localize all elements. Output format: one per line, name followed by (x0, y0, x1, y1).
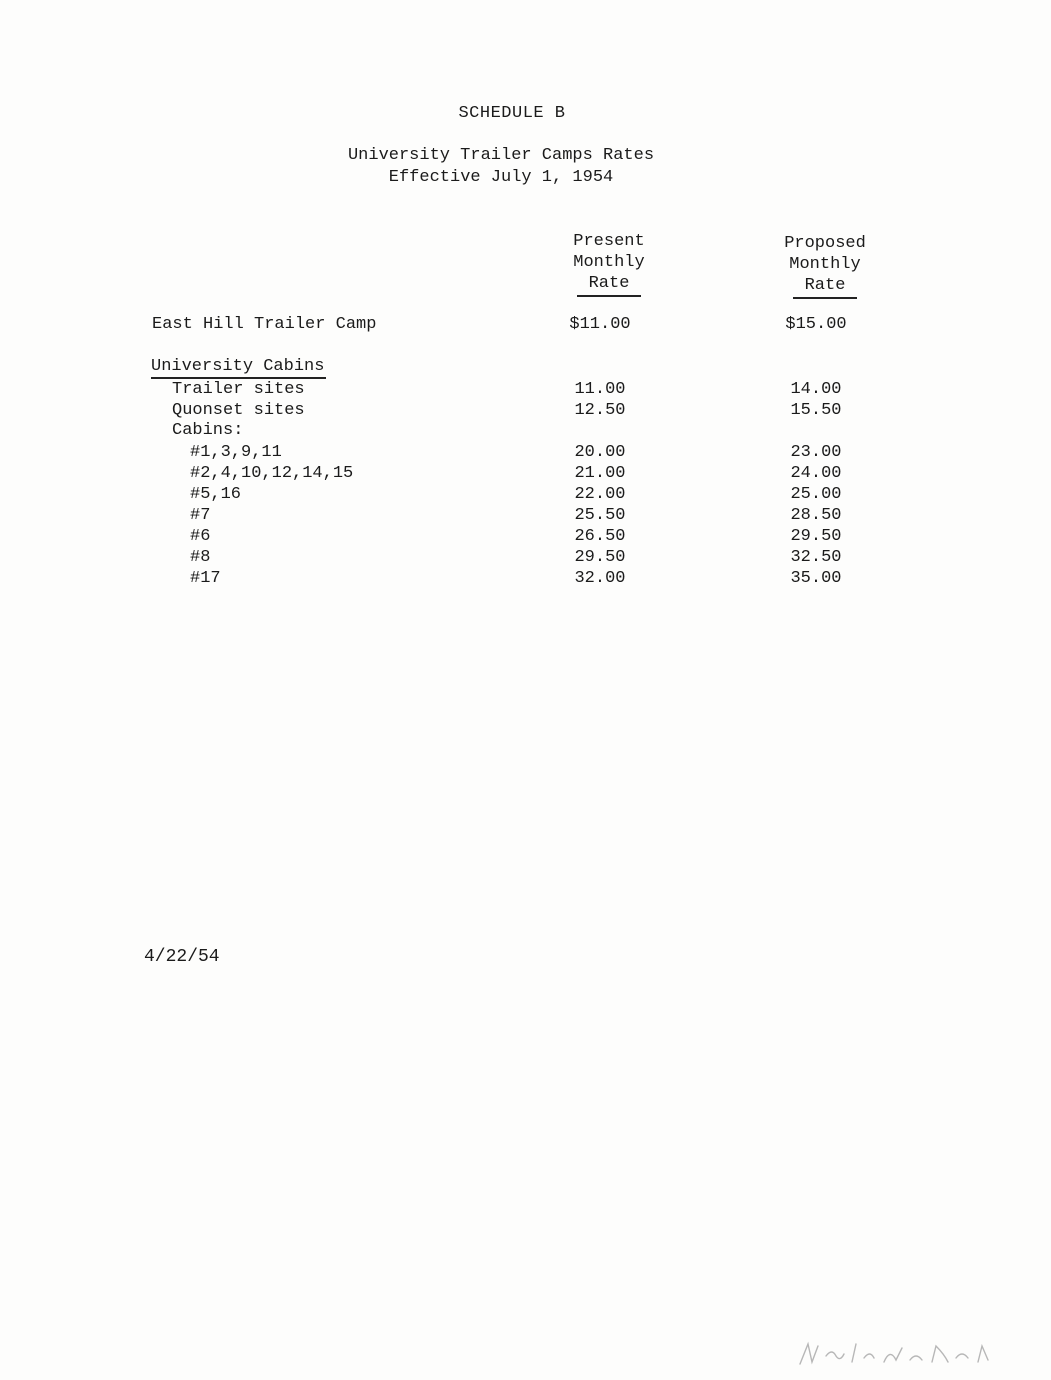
present-rate: 22.00 (574, 485, 626, 504)
row-label: #17 (190, 569, 221, 588)
handwritten-signature (796, 1334, 1006, 1370)
proposed-rate: 23.00 (790, 443, 842, 462)
proposed-rate: 14.00 (790, 380, 842, 399)
table-row (0, 569, 1051, 590)
row-label: #6 (190, 527, 211, 546)
row-label: #7 (190, 506, 211, 525)
column-header-present (548, 231, 670, 297)
column-header-line: Rate (577, 273, 642, 297)
present-rate: 29.50 (574, 548, 626, 567)
table-row (0, 485, 1051, 506)
column-header-line: Monthly (789, 255, 861, 274)
table-row (0, 548, 1051, 569)
proposed-rate: 29.50 (790, 527, 842, 546)
present-rate: 25.50 (574, 506, 626, 525)
section-heading: University Cabins (151, 357, 326, 379)
schedule-title: SCHEDULE B (458, 104, 566, 123)
document-date: 4/22/54 (144, 947, 220, 967)
column-header-line: Proposed (784, 234, 866, 253)
proposed-rate: 32.50 (790, 548, 842, 567)
row-label: #5,16 (190, 485, 242, 504)
row-label: #2,4,10,12,14,15 (190, 464, 354, 483)
row-label: East Hill Trailer Camp (152, 315, 377, 334)
present-rate: 26.50 (574, 527, 626, 546)
present-rate: 20.00 (574, 443, 626, 462)
row-label: Cabins: (172, 421, 244, 440)
effective-date: Effective July 1, 1954 (388, 168, 614, 187)
table-row (0, 401, 1051, 422)
table-row (0, 506, 1051, 527)
proposed-rate: 15.50 (790, 401, 842, 420)
column-header-line: Rate (793, 275, 858, 299)
table-row (0, 443, 1051, 464)
row-label: #1,3,9,11 (190, 443, 282, 462)
present-rate: 11.00 (574, 380, 626, 399)
table-row (0, 464, 1051, 485)
proposed-rate: 24.00 (790, 464, 842, 483)
proposed-rate: $15.00 (785, 315, 847, 334)
present-rate: 21.00 (574, 464, 626, 483)
table-row (0, 527, 1051, 548)
document-subtitle: University Trailer Camps Rates (347, 146, 655, 165)
proposed-rate: 28.50 (790, 506, 842, 525)
present-rate: 32.00 (574, 569, 626, 588)
table-row (0, 380, 1051, 401)
column-header-line: Present (573, 232, 645, 251)
column-header-proposed (764, 233, 886, 299)
row-label: Quonset sites (172, 401, 305, 420)
table-row (0, 421, 1051, 442)
proposed-rate: 25.00 (790, 485, 842, 504)
present-rate: 12.50 (574, 401, 626, 420)
row-label: #8 (190, 548, 211, 567)
present-rate: $11.00 (569, 315, 631, 334)
column-header-line: Monthly (573, 253, 645, 272)
proposed-rate: 35.00 (790, 569, 842, 588)
table-row (0, 315, 1051, 336)
row-label: Trailer sites (172, 380, 305, 399)
